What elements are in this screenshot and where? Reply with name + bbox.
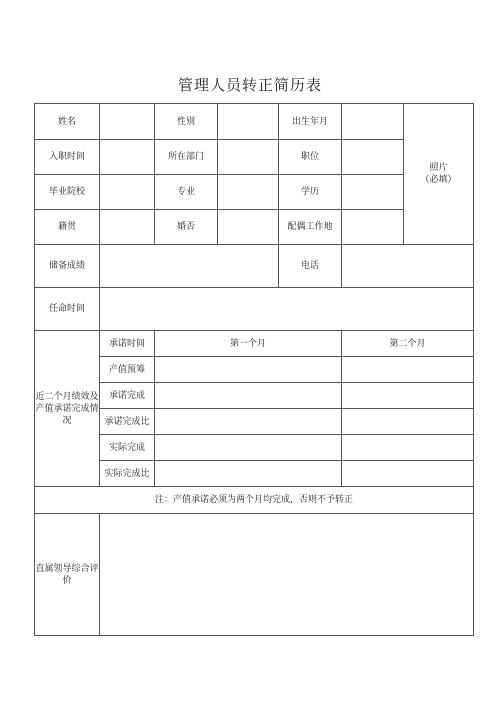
- note-text: 注：产值承诺必须为两个月均完成，否则不予转正: [35, 487, 474, 514]
- row-reserve: [35, 245, 474, 288]
- marital-label: 婚否: [155, 210, 218, 245]
- perf-month1-field[interactable]: [155, 383, 342, 409]
- entry-date-label: 入职时间: [35, 140, 100, 175]
- performance-label: 近二个月绩效及 产值承诺完成情 况: [35, 331, 100, 487]
- perf-row-label: 承诺完成比: [100, 409, 155, 435]
- evaluation-label: 直属领导综合评 价: [35, 514, 100, 636]
- row-perf-3: [35, 409, 474, 435]
- reserve-score-field[interactable]: [100, 245, 279, 288]
- entry-date-field[interactable]: [100, 140, 155, 175]
- row-basic-1: [35, 104, 474, 140]
- name-label: 姓名: [35, 104, 100, 140]
- perf-month2-field[interactable]: [342, 461, 474, 487]
- perf-month1-field[interactable]: [155, 461, 342, 487]
- gender-label: 性别: [155, 104, 218, 140]
- perf-month2-field[interactable]: [342, 357, 474, 383]
- phone-label: 电话: [279, 245, 342, 288]
- perf-month2-field[interactable]: [342, 435, 474, 461]
- perf-row-label: 产值预筹: [100, 357, 155, 383]
- education-label: 学历: [279, 175, 342, 210]
- row-appoint: [35, 288, 474, 331]
- promise-time-label: 承诺时间: [100, 331, 155, 357]
- form-table: [34, 103, 474, 636]
- birth-field[interactable]: [342, 104, 404, 140]
- page-title: 管理人员转正简历表: [177, 76, 322, 94]
- photo-cell[interactable]: 照片 （必填）: [404, 104, 474, 245]
- row-evaluation: [35, 514, 474, 636]
- row-note: [35, 487, 474, 514]
- perf-row-label: 实际完成: [100, 435, 155, 461]
- perf-row-label: 实际完成比: [100, 461, 155, 487]
- position-label: 职位: [279, 140, 342, 175]
- spouse-workplace-label: 配偶工作地: [279, 210, 342, 245]
- month2-header: 第二个月: [342, 331, 474, 357]
- major-label: 专业: [155, 175, 218, 210]
- row-perf-1: [35, 357, 474, 383]
- row-perf-4: [35, 435, 474, 461]
- perf-month2-field[interactable]: [342, 409, 474, 435]
- row-perf-header: [35, 331, 474, 357]
- perf-row-label: 承诺完成: [100, 383, 155, 409]
- hometown-field[interactable]: [100, 210, 155, 245]
- row-perf-2: [35, 383, 474, 409]
- perf-month1-field[interactable]: [155, 409, 342, 435]
- gender-field[interactable]: [218, 104, 279, 140]
- school-field[interactable]: [100, 175, 155, 210]
- department-label: 所在部门: [155, 140, 218, 175]
- appoint-date-label: 任命时间: [35, 288, 100, 331]
- position-field[interactable]: [342, 140, 404, 175]
- perf-month2-field[interactable]: [342, 383, 474, 409]
- reserve-score-label: 储备成绩: [35, 245, 100, 288]
- marital-field[interactable]: [218, 210, 279, 245]
- birth-label: 出生年月: [279, 104, 342, 140]
- month1-header: 第一个月: [155, 331, 342, 357]
- department-field[interactable]: [218, 140, 279, 175]
- phone-field[interactable]: [342, 245, 474, 288]
- row-perf-5: [35, 461, 474, 487]
- hometown-label: 籍贯: [35, 210, 100, 245]
- spouse-workplace-field[interactable]: [342, 210, 404, 245]
- name-field[interactable]: [100, 104, 155, 140]
- major-field[interactable]: [218, 175, 279, 210]
- appoint-date-field[interactable]: [100, 288, 474, 331]
- evaluation-field[interactable]: [100, 514, 474, 636]
- education-field[interactable]: [342, 175, 404, 210]
- school-label: 毕业院校: [35, 175, 100, 210]
- perf-month1-field[interactable]: [155, 435, 342, 461]
- perf-month1-field[interactable]: [155, 357, 342, 383]
